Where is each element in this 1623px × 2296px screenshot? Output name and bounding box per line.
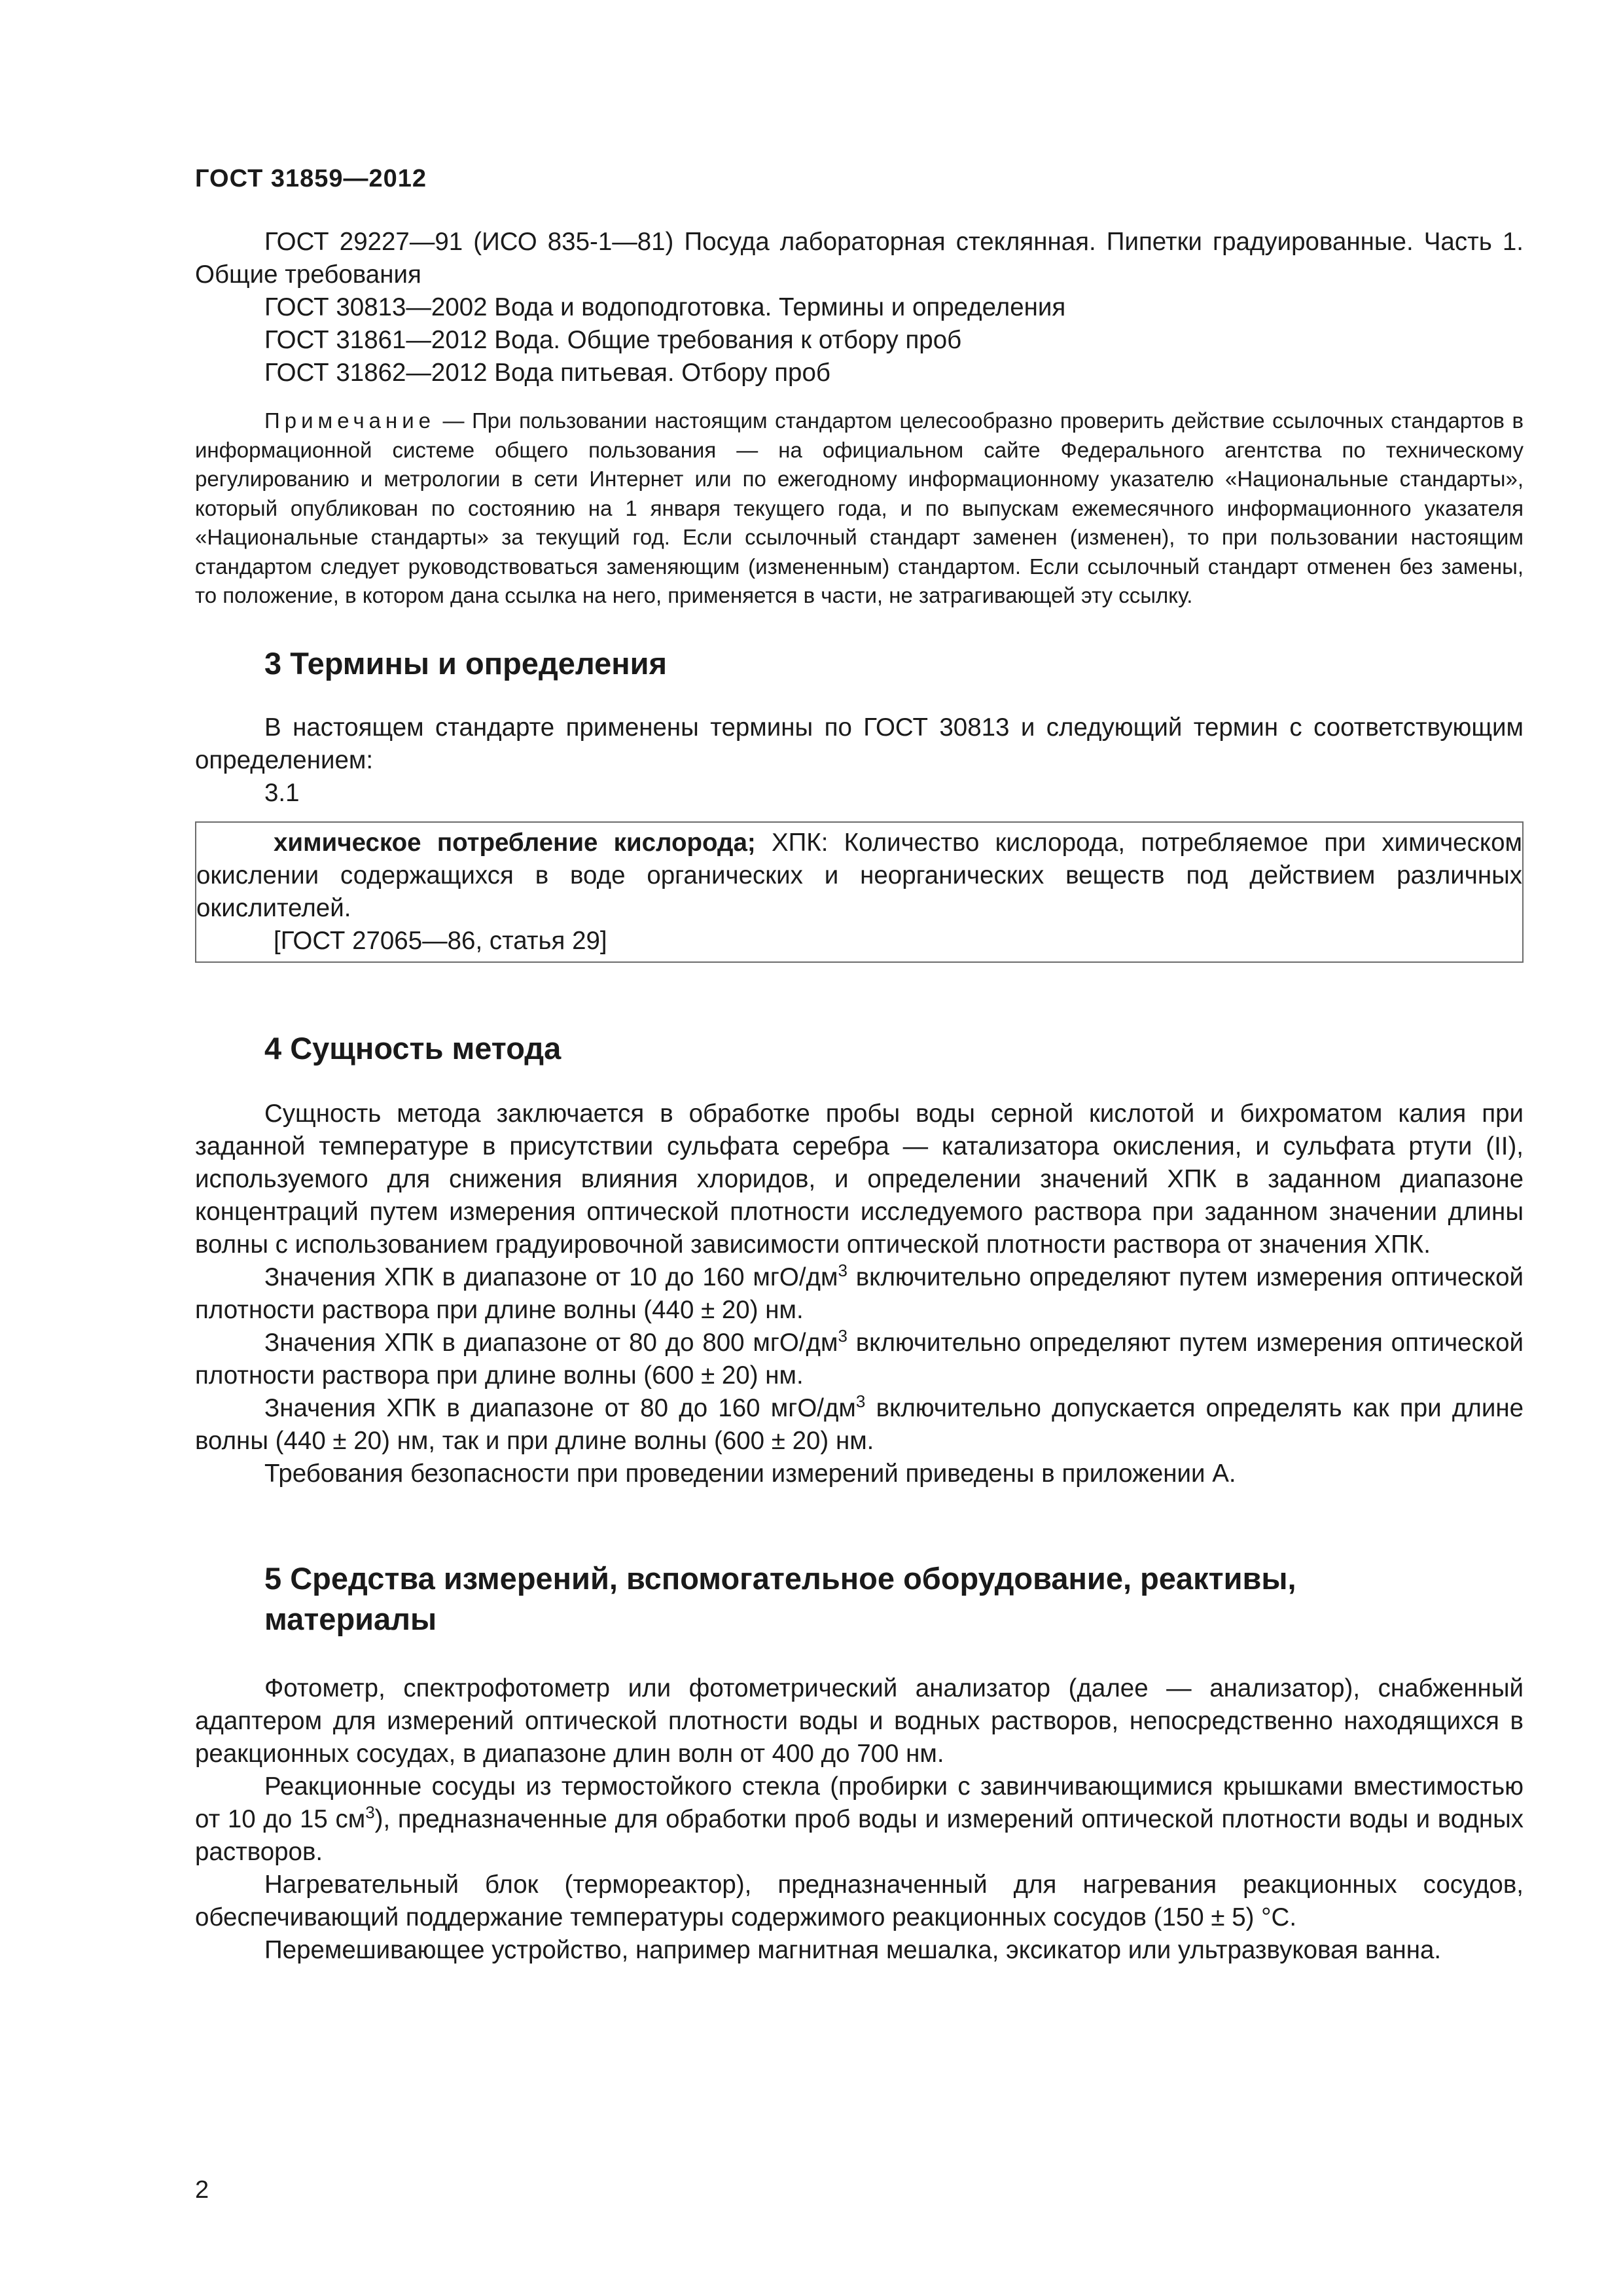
normative-reference: ГОСТ 29227—91 (ИСО 835-1—81) Посуда лабораторная стеклянная. Пипетки градуированные. Часть 1. Общие требования <box>195 228 1524 289</box>
normative-reference: ГОСТ 31862—2012 Вода питьевая. Отбору проб <box>264 359 830 387</box>
text-run: включительно допускается определять как при длине волны (440 ± 20) нм, так и при длине волны (600 ± 20) нм. <box>195 1393 1524 1455</box>
page-content <box>195 226 1524 1967</box>
document-header: ГОСТ 31859—2012 <box>195 165 427 192</box>
section-5-heading: 5 Средства измерений, вспомогательное оборудование, реактивы, материалы <box>264 1560 1296 1636</box>
note-paragraph <box>195 406 1524 611</box>
method-paragraph <box>195 1392 1524 1458</box>
term-text: ХПК: Количество кислорода, потребляемое при химическом окислении содержащихся в воде органических и неорганических веществ под действием различных окислителей. <box>196 828 1522 922</box>
superscript: 3 <box>838 1260 847 1280</box>
page-number: 2 <box>195 2176 209 2204</box>
text-run: ), предназначенные для обработки проб воды и измерений оптической плотности воды и водных растворов. <box>195 1804 1524 1866</box>
normative-reference: ГОСТ 30813—2002 Вода и водоподготовка. Термины и определения <box>264 293 1066 321</box>
equipment-paragraph: Фотометр, спектрофотометр или фотометрический анализатор (далее — анализатор), снабженный адаптером для измерений оптической плотности воды и водных растворов, непосредственно находящихся в реакционных сосудах, в диапазоне длин волн от 400 до 700 нм. <box>195 1674 1524 1768</box>
equipment-paragraph: Перемешивающее устройство, например магнитная мешалка, эксикатор или ультразвуковая ванна. <box>264 1935 1442 1964</box>
term-definition <box>196 827 1522 925</box>
superscript: 3 <box>838 1325 847 1346</box>
method-paragraph: Сущность метода заключается в обработке пробы воды серной кислотой и бихроматом калия при заданной температуре в присутствии сульфата серебра — катализатора окисления, и сульфата ртути (II), используемого для снижения влияния хлоридов, и определении значений ХПК в заданном диапазоне концентраций путем измерения оптической плотности исследуемого раствора при заданном значении длины волны с использованием градуировочной зависимости оптической плотности раствора от значения ХПК. <box>195 1099 1524 1259</box>
note-lead: Примечание <box>264 408 436 433</box>
term-source: [ГОСТ 27065—86, статья 29] <box>274 926 607 955</box>
text-run: Реакционные сосуды из термостойкого стекла (пробирки с завинчивающимися крышками вместимостью от 10 до 15 см <box>195 1772 1524 1833</box>
equipment-paragraph <box>195 1770 1524 1869</box>
method-paragraph <box>195 1327 1524 1392</box>
method-paragraph: Требования безопасности при проведении измерений приведены в приложении А. <box>264 1459 1236 1488</box>
text-run: включительно определяют путем измерения оптической плотности раствора при длине волны (440 ± 20) нм. <box>195 1263 1524 1324</box>
section-3-heading: 3 Термины и определения <box>264 645 667 681</box>
section-4-heading: 4 Сущность метода <box>264 1030 562 1066</box>
method-paragraph <box>195 1261 1524 1327</box>
equipment-paragraph: Нагревательный блок (термореактор), предназначенный для нагревания реакционных сосудов, обеспечивающий поддержание температуры содержимого реакционных сосудов (150 ± 5) °С. <box>195 1870 1524 1931</box>
normative-reference: ГОСТ 31861—2012 Вода. Общие требования к отбору проб <box>264 326 962 354</box>
term-number: 3.1 <box>264 778 300 807</box>
text-run: включительно определяют путем измерения оптической плотности раствора при длине волны (600 ± 20) нм. <box>195 1328 1524 1390</box>
text-run: Значения ХПК в диапазоне от 80 до 160 мгО/дм <box>264 1393 856 1422</box>
term-definition-box <box>195 821 1524 963</box>
section-3-intro: В настоящем стандарте применены термины по ГОСТ 30813 и следующий термин с соответствующим определением: <box>195 713 1524 774</box>
term-name: химическое потребление кислорода; <box>274 828 756 857</box>
superscript: 3 <box>855 1391 866 1411</box>
text-run: Значения ХПК в диапазоне от 80 до 800 мгО/дм <box>264 1328 838 1357</box>
text-run: Значения ХПК в диапазоне от 10 до 160 мгО/дм <box>264 1263 838 1291</box>
note-text: — При пользовании настоящим стандартом целесообразно проверить действие ссылочных стандартов в информационной системе общего пользования — на официальном сайте Федерального агентства по техническому регулированию и метрологии в сети Интернет или по ежегодному информационному указателю «Национальные стандарты», который опубликован по состоянию на 1 января текущего года, и по выпускам ежемесячного информационного указателя «Национальные стандарты» за текущий год. Если ссылочный стандарт заменен (изменен), то при пользовании настоящим стандартом следует руководствоваться заменяющим (измененным) стандартом. Если ссылочный стандарт отменен без замены, то положение, в котором дана ссылка на него, применяется в части, не затрагивающей эту ссылку. <box>195 408 1524 607</box>
superscript: 3 <box>365 1802 375 1822</box>
